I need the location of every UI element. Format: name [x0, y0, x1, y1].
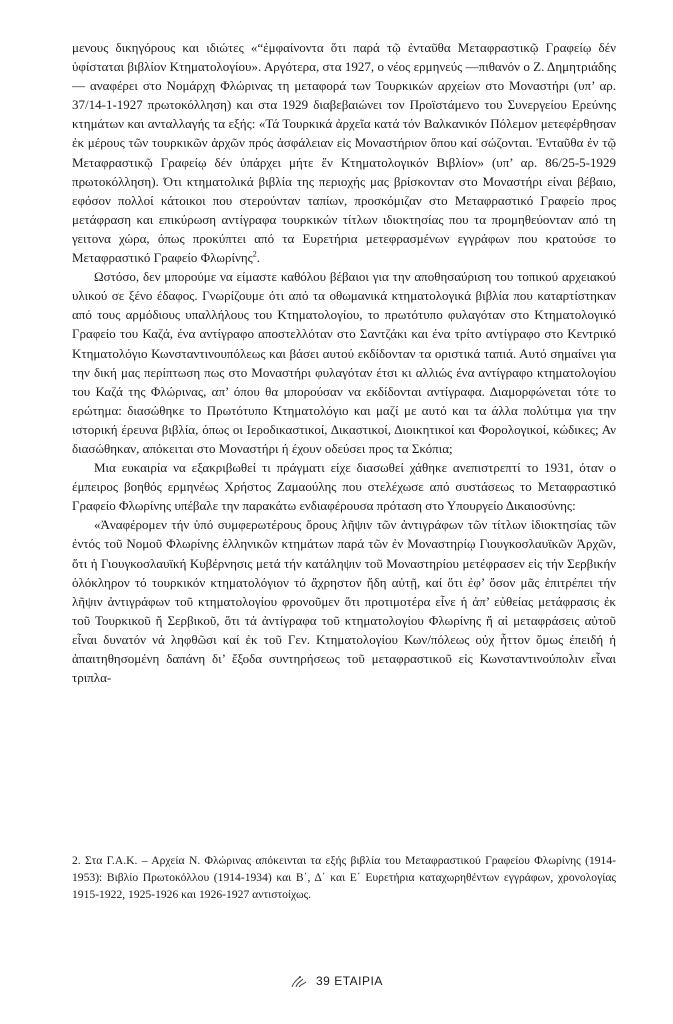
paragraph-quote: «Ἀναφέρομεν τήν ὑπό συμφερωτέρους ὅρους λῆψιν τῶν ἀντιγράφων τῶν τίτλων ἰδιοκτησίας τῶν ἐντός τοῦ Νομοῦ Φλωρίνης ἑλληνικῶν κτημάτων παρά τῶν ἐν Μοναστηρίῳ Γιουγκοσλαυϊκῶν Ἀρχῶν, ὅτι ἡ Γιουγκοσλαυϊκή Κυβέρνησις μετά τήν κατάληψιν τοῦ Μοναστηρίου μετέφρασεν εἰς τήν Σερβικήν ὁλόκληρον τό τουρκικόν κτηματολόγιον τό ἄχρηστον ἤδη αὐτῇ, καί ὅτι ἐφ’ ὅσον μᾶς ἐπιτρέπει τήν λῆψιν ἀντιγράφων τοῦ κτηματολογίου φρονοῦμεν ὅτι προτιμοτέρα εἶνε ἡ ἀπ’ εὐθείας μετάφρασις ἐκ τοῦ Τουρκικοῦ ἤ Σερβικοῦ, ὅτι τά ἀντίγραφα τοῦ κτηματολογίου Φλωρίνης ἤ αἱ μεταφράσεις αὐτοῦ εἶναι δυνατόν νά ληφθῶσι καί ἐκ τοῦ Γεν. Κτηματολογίου Κων/πόλεως οὐχ ἧττον ὅμως ἐπειδή ἡ ἀπαιτηθησομένη δαπάνη δι’ ἔξοδα συντηρήσεως τοῦ μεταφραστικοῦ εἰς Κωνσταντινούπολιν εἶναι τριπλα- — [72, 517, 616, 686]
page-number: 39 — [316, 974, 331, 988]
paragraph-1-text: μενους δικηγόρους και ιδιώτες «“ἐμφαίνοντα ὅτι παρά τῷ ἐνταῦθα Μεταφραστικῷ Γραφείῳ δέν ὑφίσταται βιβλίον Κτηματολογίου». Αργότερα, στα 1927, ο νέος ερμηνεύς —πιθανόν ο Ζ. Δημητριάδης— αναφέρει στο Νομάρχη Φλώρινας τη μεταφορά των Τουρκικών αρχείων στο Μοναστήρι (υπ’ αρ. 37/14-1-1927 πρωτοκόλληση) και στα 1929 διαβεβαιώνει τον Προϊστάμενο του Συνεργείου Ερεύνης κτημάτων και ανταλλαγής τα εξής: «Τά Τουρκικά ἀρχεῖα κατά τόν Βαλκανικόν Πόλεμον μετεφέρθησαν ἐκ μέρους τῶν τουρκικῶν ἀρχῶν πρός ἀσφάλειαν εἰς Μοναστήριον ὅπου καί σώζονται. Ἐνταῦθα ἐν τῷ Μεταφραστικῷ Γραφείῳ δέν ὑπάρχει μήτε ἕν Κτηματολογικόν Βιβλίον» (υπ’ αρ. 86/25-5-1929 πρωτοκόλληση). Ότι κτηματολικά βιβλία της περιοχής μας βρίσκονταν στο Μοναστήρι είναι βέβαιο, εφόσον πολλοί κάτοικοι που στερούνταν ταπίων, προσκόμιζαν στο Μεταφραστικό Γραφείο προς μετάφραση και επικύρωση αντίγραφα τουρκικών τίτλων ιδιοκτησίας που τα προμηθεύονταν από τη γειτονα χώρα, όπως προκύπτει από τα Ευρετήρια μετεφρασμένων εγγράφων που κρατούσε το Μεταφραστικό Γραφείο Φλωρίνης — [72, 40, 616, 266]
page-footer — [0, 974, 673, 989]
paragraph-3: Μια ευκαιρία να εξακριβωθεί τι πράγματι είχε διασωθεί χάθηκε ανεπιστρεπτί το 1931, όταν ο έμπειρος βοηθός ερμηνέως Χρήστος Ζαμαούλης που στελέχωσε από συστάσεως το Μεταφραστικό Γραφείο Φλωρίνης υπέβαλε την παρακάτω ενδιαφέρουσα πρόταση στο Υπουργείο Δικαιοσύνης: — [72, 460, 616, 514]
footnote: 2. Στα Γ.Α.Κ. – Αρχεία Ν. Φλώρινας απόκεινται τα εξής βιβλία του Μεταφραστικού Γραφείου Φλωρίνης (1914-1953): Βιβλίο Πρωτοκόλλου (1914-1934) και Β΄, Δ΄ και Ε΄ Ευρετήρια καταχωρηθέντων εγγράφων, χρονολογίας 1915-1922, 1925-1926 και 1926-1927 αντιστοίχως. — [72, 854, 616, 901]
publisher-logo-icon — [290, 975, 308, 989]
paragraph-2: Ωστόσο, δεν μπορούμε να είμαστε καθόλου βέβαιοι για την αποθησαύριση του τοπικού αρχειακού υλικού σε ξένο έδαφος. Γνωρίζουμε ότι από τα οθωμανικά κτηματολογικά βιβλία που καταρτίστηκαν από τους αρμόδιους υπαλλήλους του Κτηματολογίου, το πρωτότυπο φυλαγόταν στο Κτηματολογικό Γραφείο του Καζά, ένα αντίγραφο αποστελλόταν στο Σαντζάκι και ένα τρίτο αντίγραφο στο Κεντρικό Κτηματολόγιο Κωνσταντινουπόλεως και βάσει αυτού εκδίδονταν τα οριστικά ταπιά. Αυτό σημαίνει για την δική μας περίπτωση πως στο Μοναστήρι φυλαγόταν έτσι κι αλλιώς ένα αντίγραφο κτηματολογίου του Καζά της Φλώρινας, απ’ όπου θα μπορούσαν να εκδίδονται αντίγραφα. Διαμορφώνεται τότε το ερώτημα: διασώθηκε το Πρωτότυπο Κτηματολόγιο και μαζί με αυτό και τα άλλα πολύτιμα για την ιστορική έρευνα βιβλία, όπως οι Ιεροδικαστικοί, Δικαστικοί, Διοικητικοί και Φορολογικοί, κώδικες; Αν διασώθηκαν, απόκειται στο Μοναστήρι ή έχουν οδεύσει προς τα Σκόπια; — [72, 269, 616, 456]
paragraph-1 — [72, 38, 616, 267]
footnote-reference[interactable]: 2 — [252, 249, 257, 259]
main-text — [72, 38, 616, 687]
paragraph-1-tail: . — [256, 250, 261, 266]
publisher-name: ΕΤΑΙΡΙΑ — [334, 974, 383, 988]
